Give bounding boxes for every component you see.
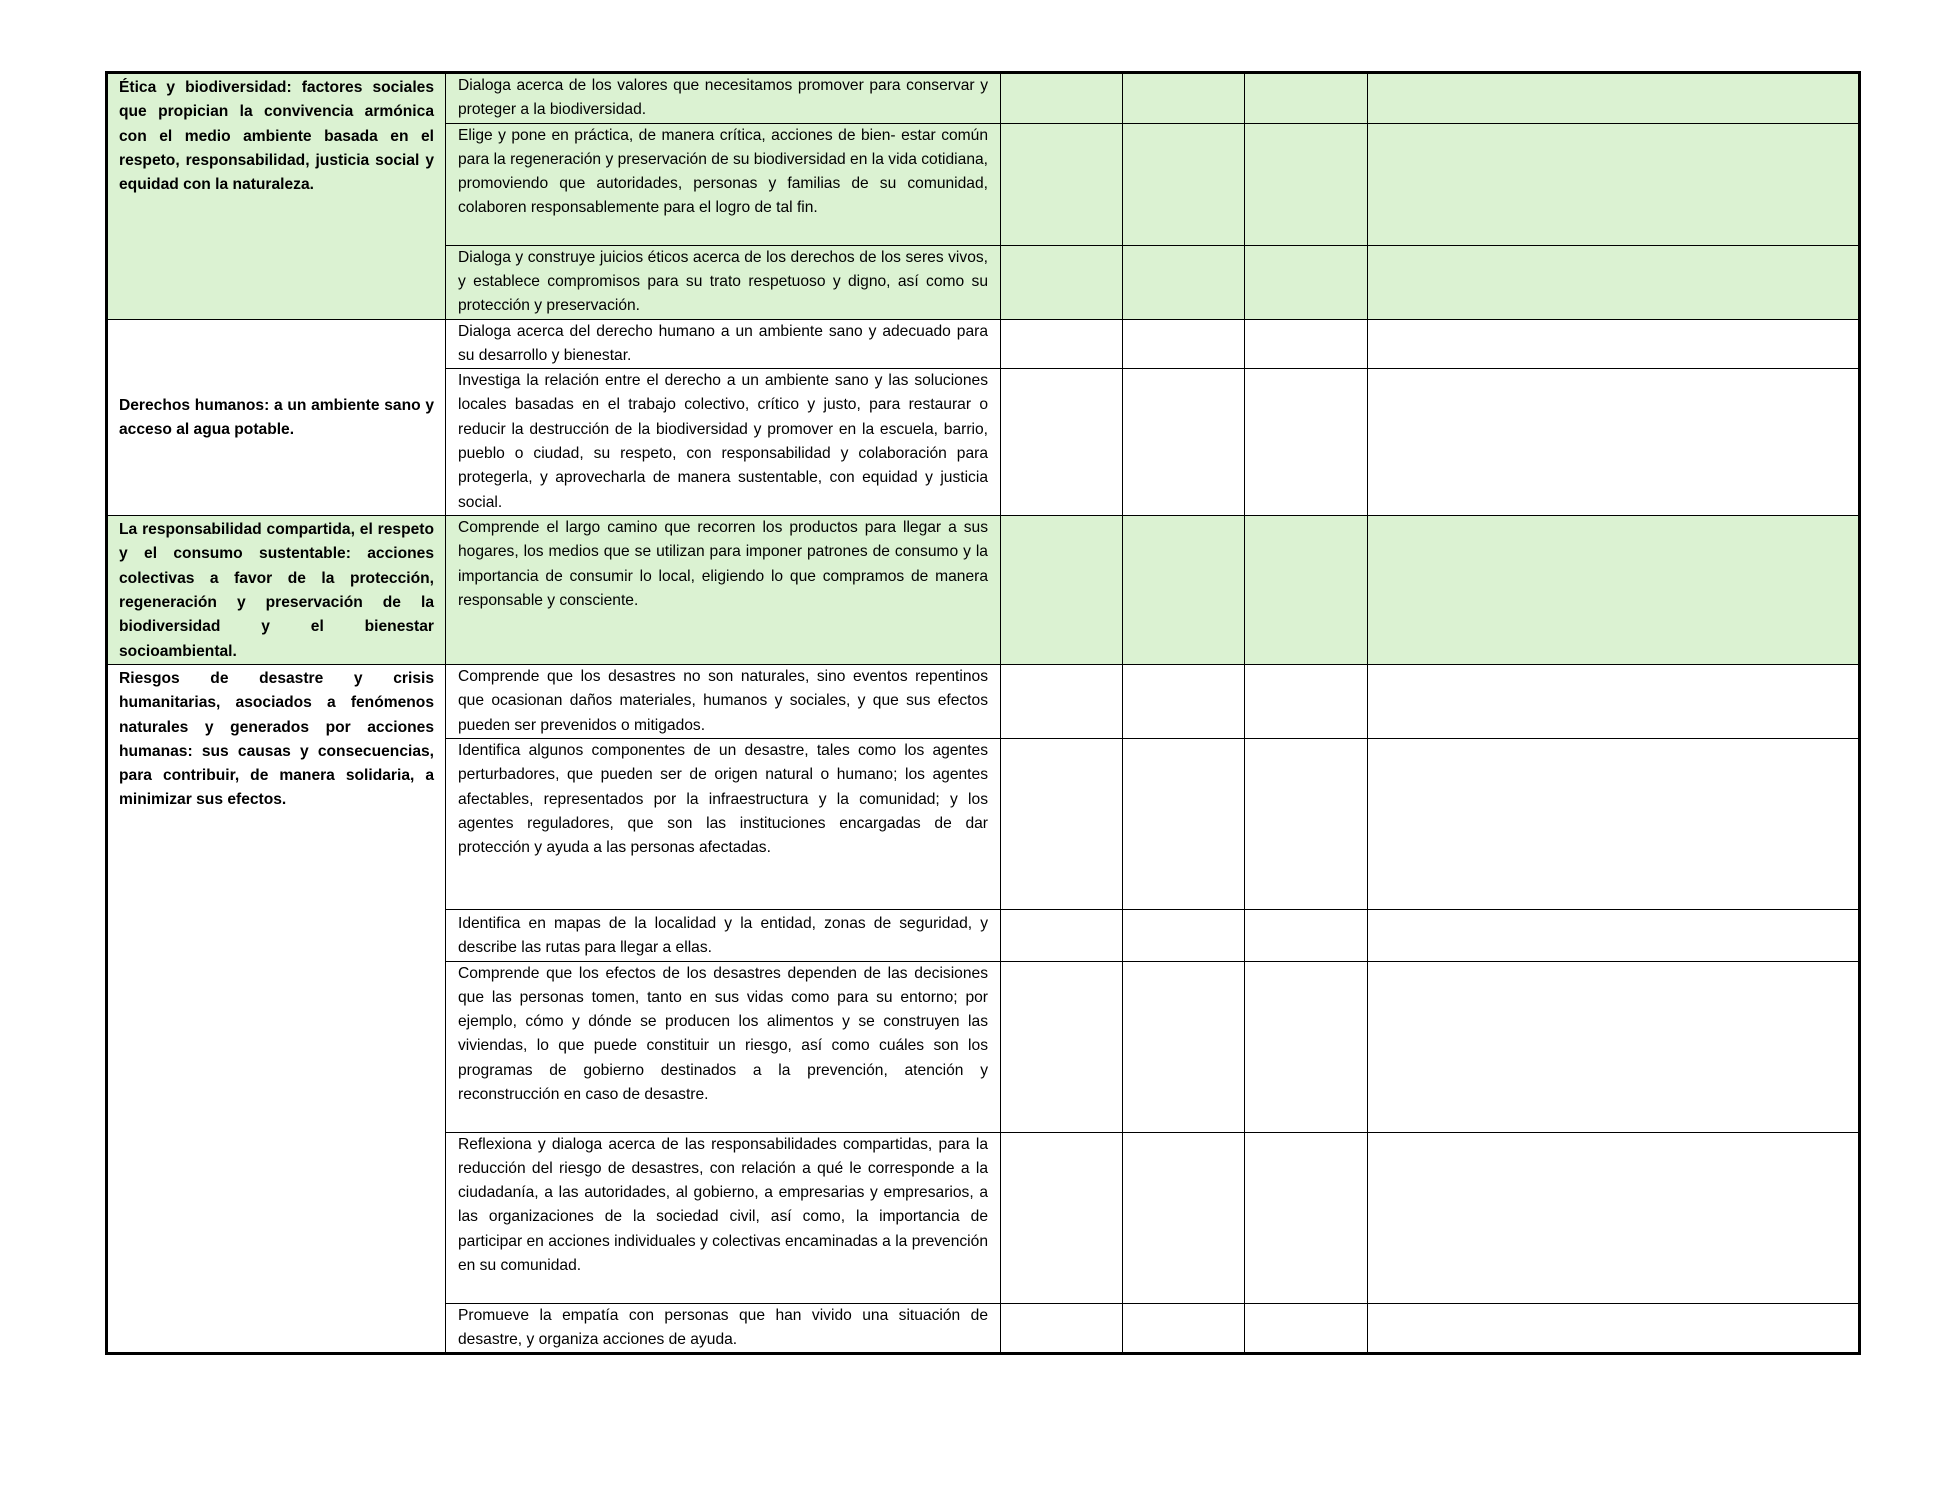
- evaluation-cell: [1123, 73, 1245, 124]
- description-cell: Dialoga y construye juicios éticos acerca de los derechos de los seres vivos, y establece compromisos para su trato respetuoso y digno, así como su protección y preservación.: [446, 245, 1001, 319]
- evaluation-cell: [1123, 664, 1245, 738]
- evaluation-cell: [1001, 73, 1123, 124]
- evaluation-cell: [1123, 123, 1245, 245]
- evaluation-cell: [1245, 123, 1368, 245]
- evaluation-cell: [1245, 1132, 1368, 1303]
- notes-cell: [1368, 516, 1860, 665]
- notes-cell: [1368, 245, 1860, 319]
- evaluation-cell: [1245, 319, 1368, 369]
- table-row: [107, 319, 1860, 369]
- evaluation-cell: [1001, 1132, 1123, 1303]
- notes-cell: [1368, 319, 1860, 369]
- evaluation-cell: [1245, 909, 1368, 961]
- evaluation-cell: [1001, 123, 1123, 245]
- description-cell: Comprende que los desastres no son naturales, sino eventos repentinos que ocasionan daños materiales, humanos y sociales, y que sus efectos pueden ser prevenidos o mitigados.: [446, 664, 1001, 738]
- evaluation-cell: [1245, 664, 1368, 738]
- evaluation-cell: [1123, 961, 1245, 1132]
- pda-table: [105, 71, 1861, 1355]
- evaluation-cell: [1001, 319, 1123, 369]
- description-cell: Identifica algunos componentes de un desastre, tales como los agentes perturbadores, que pueden ser de origen natural o humano; los agentes afectables, representados por la infraestructura y la comunidad; y los agentes reguladores, que son las instituciones encargadas de dar protección y ayuda a las personas afectadas.: [446, 738, 1001, 909]
- evaluation-cell: [1001, 909, 1123, 961]
- topic-cell: Ética y biodiversidad: factores sociales que propician la convivencia armónica con el medio ambiente basada en el respeto, responsabilidad, justicia social y equidad con la naturaleza.: [107, 73, 446, 320]
- notes-cell: [1368, 961, 1860, 1132]
- evaluation-cell: [1123, 369, 1245, 516]
- notes-cell: [1368, 123, 1860, 245]
- table-row: [107, 664, 1860, 738]
- evaluation-cell: [1001, 1303, 1123, 1354]
- evaluation-cell: [1123, 516, 1245, 665]
- notes-cell: [1368, 1303, 1860, 1354]
- evaluation-cell: [1001, 516, 1123, 665]
- evaluation-cell: [1001, 738, 1123, 909]
- evaluation-cell: [1123, 245, 1245, 319]
- description-cell: Elige y pone en práctica, de manera crítica, acciones de bien- estar común para la regeneración y preservación de su biodiversidad en la vida cotidiana, promoviendo que autoridades, personas y familias de su comunidad, colaboren responsablemente para el logro de tal fin.: [446, 123, 1001, 245]
- evaluation-cell: [1001, 961, 1123, 1132]
- description-cell: Reflexiona y dialoga acerca de las responsabilidades compartidas, para la reducción del riesgo de desastres, con relación a qué le corresponde a la ciudadanía, a las autoridades, al gobierno, a empresarias y empresarios, a las organizaciones de la sociedad civil, así como, la importancia de participar en acciones individuales y colectivas encaminadas a la prevención en su comunidad.: [446, 1132, 1001, 1303]
- notes-cell: [1368, 1132, 1860, 1303]
- evaluation-cell: [1245, 1303, 1368, 1354]
- topic-cell: Riesgos de desastre y crisis humanitarias, asociados a fenómenos naturales y generados por acciones humanas: sus causas y consecuencias, para contribuir, de manera solidaria, a minimizar sus efectos.: [107, 664, 446, 1353]
- evaluation-cell: [1123, 319, 1245, 369]
- notes-cell: [1368, 909, 1860, 961]
- evaluation-cell: [1123, 738, 1245, 909]
- description-cell: Dialoga acerca del derecho humano a un ambiente sano y adecuado para su desarrollo y bienestar.: [446, 319, 1001, 369]
- description-cell: Investiga la relación entre el derecho a un ambiente sano y las soluciones locales basadas en el trabajo colectivo, crítico y justo, para restaurar o reducir la destrucción de la biodiversidad y promover en la escuela, barrio, pueblo o ciudad, su respeto, con responsabilidad y colaboración para protegerla, y aprovecharla de manera sustentable, con equidad y justicia social.: [446, 369, 1001, 516]
- notes-cell: [1368, 73, 1860, 124]
- evaluation-cell: [1001, 664, 1123, 738]
- evaluation-cell: [1245, 369, 1368, 516]
- evaluation-cell: [1001, 245, 1123, 319]
- table-row: [107, 73, 1860, 124]
- evaluation-cell: [1123, 909, 1245, 961]
- notes-cell: [1368, 369, 1860, 516]
- evaluation-cell: [1245, 245, 1368, 319]
- evaluation-cell: [1123, 1303, 1245, 1354]
- description-cell: Dialoga acerca de los valores que necesitamos promover para conservar y proteger a la biodiversidad.: [446, 73, 1001, 124]
- evaluation-cell: [1123, 1132, 1245, 1303]
- evaluation-cell: [1245, 516, 1368, 665]
- notes-cell: [1368, 664, 1860, 738]
- evaluation-cell: [1245, 738, 1368, 909]
- topic-cell: Derechos humanos: a un ambiente sano y acceso al agua potable.: [107, 319, 446, 516]
- evaluation-cell: [1245, 961, 1368, 1132]
- description-cell: Promueve la empatía con personas que han vivido una situación de desastre, y organiza acciones de ayuda.: [446, 1303, 1001, 1354]
- description-cell: Identifica en mapas de la localidad y la entidad, zonas de seguridad, y describe las rutas para llegar a ellas.: [446, 909, 1001, 961]
- evaluation-cell: [1245, 73, 1368, 124]
- description-cell: Comprende que los efectos de los desastres dependen de las decisiones que las personas tomen, tanto en sus vidas como para su entorno; por ejemplo, cómo y dónde se producen los alimentos y se construyen las viviendas, lo que puede constituir un riesgo, así como cuáles son los programas de gobierno destinados a la prevención, atención y reconstrucción en caso de desastre.: [446, 961, 1001, 1132]
- evaluation-cell: [1001, 369, 1123, 516]
- topic-cell: La responsabilidad compartida, el respeto y el consumo sustentable: acciones colectivas a favor de la protección, regeneración y preservación de la biodiversidad y el bienestar socioambiental.: [107, 516, 446, 665]
- table-row: [107, 516, 1860, 665]
- description-cell: Comprende el largo camino que recorren los productos para llegar a sus hogares, los medios que se utilizan para imponer patrones de consumo y la importancia de consumir lo local, eligiendo lo que compramos de manera responsable y consciente.: [446, 516, 1001, 665]
- notes-cell: [1368, 738, 1860, 909]
